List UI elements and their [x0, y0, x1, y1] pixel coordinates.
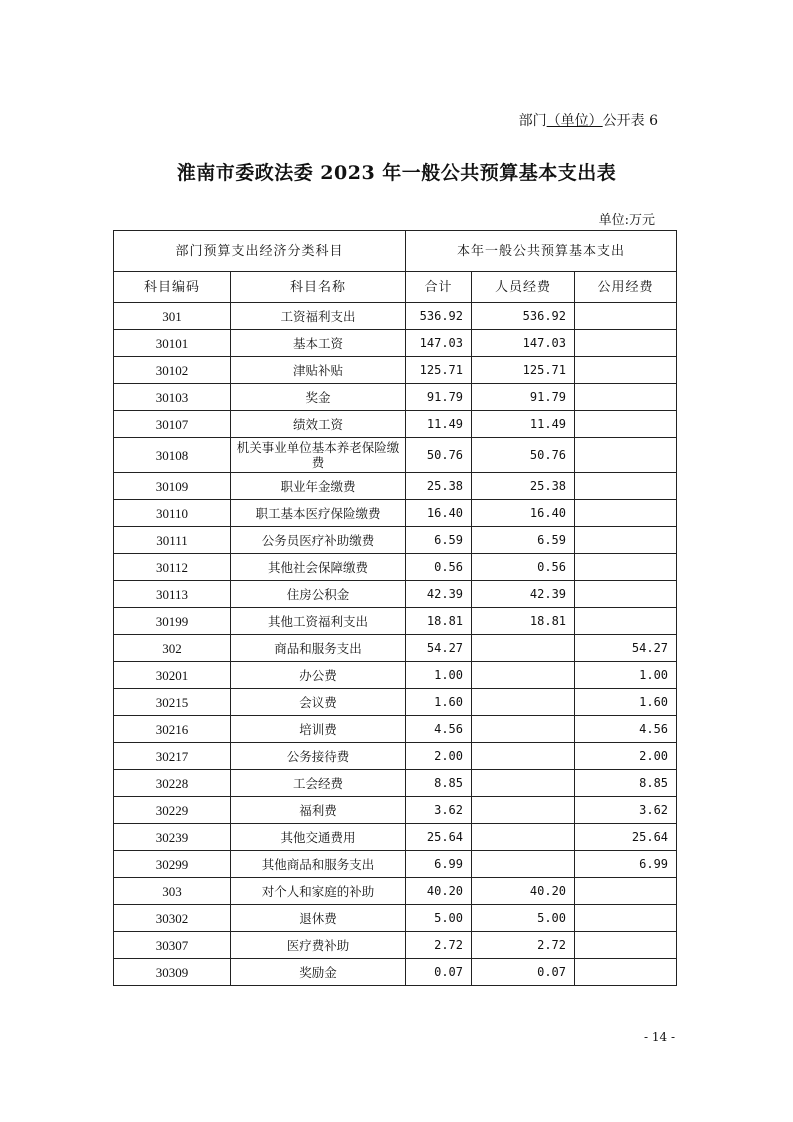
cell-code: 30302: [114, 905, 231, 932]
cell-total: 125.71: [406, 357, 472, 384]
cell-total: 50.76: [406, 438, 472, 473]
cell-name: 培训费: [231, 716, 406, 743]
cell-name: 奖励金: [231, 959, 406, 986]
column-header-total: 合计: [406, 272, 472, 303]
cell-personnel: 91.79: [472, 384, 575, 411]
cell-public: [575, 527, 677, 554]
cell-name: 对个人和家庭的补助: [231, 878, 406, 905]
cell-public: [575, 384, 677, 411]
cell-public: 3.62: [575, 797, 677, 824]
cell-total: 2.72: [406, 932, 472, 959]
cell-code: 302: [114, 635, 231, 662]
cell-total: 0.56: [406, 554, 472, 581]
table-row: [114, 330, 677, 357]
cell-code: 30217: [114, 743, 231, 770]
cell-code: 30229: [114, 797, 231, 824]
cell-total: 11.49: [406, 411, 472, 438]
cell-public: [575, 473, 677, 500]
cell-public: 2.00: [575, 743, 677, 770]
cell-total: 4.56: [406, 716, 472, 743]
cell-code: 30199: [114, 608, 231, 635]
cell-total: 0.07: [406, 959, 472, 986]
table-row: [114, 905, 677, 932]
cell-personnel: 16.40: [472, 500, 575, 527]
cell-name: 基本工资: [231, 330, 406, 357]
cell-personnel: 50.76: [472, 438, 575, 473]
cell-name: 会议费: [231, 689, 406, 716]
cell-personnel: 5.00: [472, 905, 575, 932]
cell-code: 30101: [114, 330, 231, 357]
cell-name: 公务员医疗补助缴费: [231, 527, 406, 554]
cell-name: 医疗费补助: [231, 932, 406, 959]
table-row: [114, 716, 677, 743]
table-row: [114, 689, 677, 716]
cell-public: 25.64: [575, 824, 677, 851]
cell-personnel: 2.72: [472, 932, 575, 959]
cell-name: 其他工资福利支出: [231, 608, 406, 635]
cell-code: 30239: [114, 824, 231, 851]
cell-public: 54.27: [575, 635, 677, 662]
cell-code: 303: [114, 878, 231, 905]
column-header-public: 公用经费: [575, 272, 677, 303]
cell-name: 津贴补贴: [231, 357, 406, 384]
cell-personnel: [472, 689, 575, 716]
cell-total: 25.38: [406, 473, 472, 500]
cell-name: 商品和服务支出: [231, 635, 406, 662]
cell-code: 30228: [114, 770, 231, 797]
table-row: [114, 357, 677, 384]
table-row: [114, 932, 677, 959]
table-row: [114, 770, 677, 797]
table-row: [114, 878, 677, 905]
cell-code: 30201: [114, 662, 231, 689]
cell-total: 54.27: [406, 635, 472, 662]
table-row: [114, 473, 677, 500]
cell-code: 30103: [114, 384, 231, 411]
unit-label: 单位:万元: [598, 213, 655, 228]
group-header-basic-expenditure: 本年一般公共预算基本支出: [406, 231, 677, 272]
table-row: [114, 527, 677, 554]
form-label-suffix: 公开表 6: [602, 113, 658, 129]
cell-public: [575, 608, 677, 635]
cell-personnel: 6.59: [472, 527, 575, 554]
cell-name: 其他商品和服务支出: [231, 851, 406, 878]
cell-code: 30107: [114, 411, 231, 438]
cell-name: 职工基本医疗保险缴费: [231, 500, 406, 527]
cell-public: [575, 330, 677, 357]
column-header-name: 科目名称: [231, 272, 406, 303]
cell-personnel: [472, 770, 575, 797]
cell-total: 18.81: [406, 608, 472, 635]
group-header-classification: 部门预算支出经济分类科目: [114, 231, 406, 272]
cell-code: 30102: [114, 357, 231, 384]
cell-total: 16.40: [406, 500, 472, 527]
cell-public: [575, 411, 677, 438]
cell-code: 30307: [114, 932, 231, 959]
cell-name: 工资福利支出: [231, 303, 406, 330]
cell-personnel: [472, 716, 575, 743]
table-row: [114, 662, 677, 689]
cell-personnel: 147.03: [472, 330, 575, 357]
cell-public: [575, 878, 677, 905]
cell-code: 30110: [114, 500, 231, 527]
cell-code: 30216: [114, 716, 231, 743]
table-row: [114, 959, 677, 986]
cell-total: 1.60: [406, 689, 472, 716]
cell-name: 住房公积金: [231, 581, 406, 608]
cell-personnel: [472, 635, 575, 662]
cell-personnel: 0.07: [472, 959, 575, 986]
cell-code: 30111: [114, 527, 231, 554]
cell-personnel: 25.38: [472, 473, 575, 500]
cell-public: 8.85: [575, 770, 677, 797]
cell-name: 绩效工资: [231, 411, 406, 438]
cell-public: [575, 959, 677, 986]
cell-code: 301: [114, 303, 231, 330]
cell-public: [575, 905, 677, 932]
form-label-prefix: 部门: [518, 113, 547, 129]
cell-personnel: 18.81: [472, 608, 575, 635]
cell-name: 其他社会保障缴费: [231, 554, 406, 581]
cell-total: 8.85: [406, 770, 472, 797]
cell-personnel: 0.56: [472, 554, 575, 581]
cell-public: [575, 438, 677, 473]
cell-name: 办公费: [231, 662, 406, 689]
table-row: [114, 384, 677, 411]
table-body: [114, 303, 677, 986]
cell-personnel: 125.71: [472, 357, 575, 384]
cell-total: 91.79: [406, 384, 472, 411]
cell-total: 5.00: [406, 905, 472, 932]
table-row: [114, 554, 677, 581]
cell-total: 6.59: [406, 527, 472, 554]
cell-name: 职业年金缴费: [231, 473, 406, 500]
cell-personnel: 42.39: [472, 581, 575, 608]
table-row: [114, 500, 677, 527]
cell-total: 25.64: [406, 824, 472, 851]
cell-public: 1.00: [575, 662, 677, 689]
cell-public: [575, 581, 677, 608]
budget-table: [113, 230, 677, 986]
cell-total: 6.99: [406, 851, 472, 878]
table-row: [114, 438, 677, 473]
cell-personnel: [472, 824, 575, 851]
column-header-code: 科目编码: [114, 272, 231, 303]
cell-personnel: [472, 662, 575, 689]
cell-personnel: 536.92: [472, 303, 575, 330]
cell-personnel: [472, 797, 575, 824]
table-row: [114, 797, 677, 824]
cell-code: 30309: [114, 959, 231, 986]
table-row: [114, 581, 677, 608]
table-row: [114, 851, 677, 878]
cell-total: 3.62: [406, 797, 472, 824]
cell-code: 30113: [114, 581, 231, 608]
cell-personnel: 40.20: [472, 878, 575, 905]
column-header-personnel: 人员经费: [472, 272, 575, 303]
form-label: [519, 110, 658, 130]
cell-code: 30215: [114, 689, 231, 716]
page-title: 淮南市委政法委 2023 年一般公共预算基本支出表: [176, 162, 617, 184]
cell-personnel: 11.49: [472, 411, 575, 438]
table-row: [114, 635, 677, 662]
cell-public: 4.56: [575, 716, 677, 743]
table-row: [114, 608, 677, 635]
cell-personnel: [472, 851, 575, 878]
cell-public: [575, 303, 677, 330]
cell-total: 1.00: [406, 662, 472, 689]
cell-code: 30108: [114, 438, 231, 473]
form-label-unit: （单位）: [546, 113, 603, 129]
cell-name: 机关事业单位基本养老保险缴费: [231, 438, 406, 473]
cell-name: 其他交通费用: [231, 824, 406, 851]
cell-personnel: [472, 743, 575, 770]
cell-name: 退休费: [231, 905, 406, 932]
page-number: - 14 -: [643, 1030, 675, 1044]
cell-name: 福利费: [231, 797, 406, 824]
table-row: [114, 411, 677, 438]
cell-code: 30112: [114, 554, 231, 581]
cell-total: 147.03: [406, 330, 472, 357]
cell-total: 42.39: [406, 581, 472, 608]
cell-name: 奖金: [231, 384, 406, 411]
cell-total: 536.92: [406, 303, 472, 330]
cell-total: 2.00: [406, 743, 472, 770]
cell-name: 工会经费: [231, 770, 406, 797]
cell-public: 1.60: [575, 689, 677, 716]
cell-public: [575, 554, 677, 581]
cell-public: [575, 500, 677, 527]
cell-total: 40.20: [406, 878, 472, 905]
table-row: [114, 303, 677, 330]
table-row: [114, 743, 677, 770]
table-row: [114, 824, 677, 851]
cell-public: 6.99: [575, 851, 677, 878]
cell-public: [575, 357, 677, 384]
cell-code: 30109: [114, 473, 231, 500]
cell-name: 公务接待费: [231, 743, 406, 770]
cell-code: 30299: [114, 851, 231, 878]
cell-public: [575, 932, 677, 959]
